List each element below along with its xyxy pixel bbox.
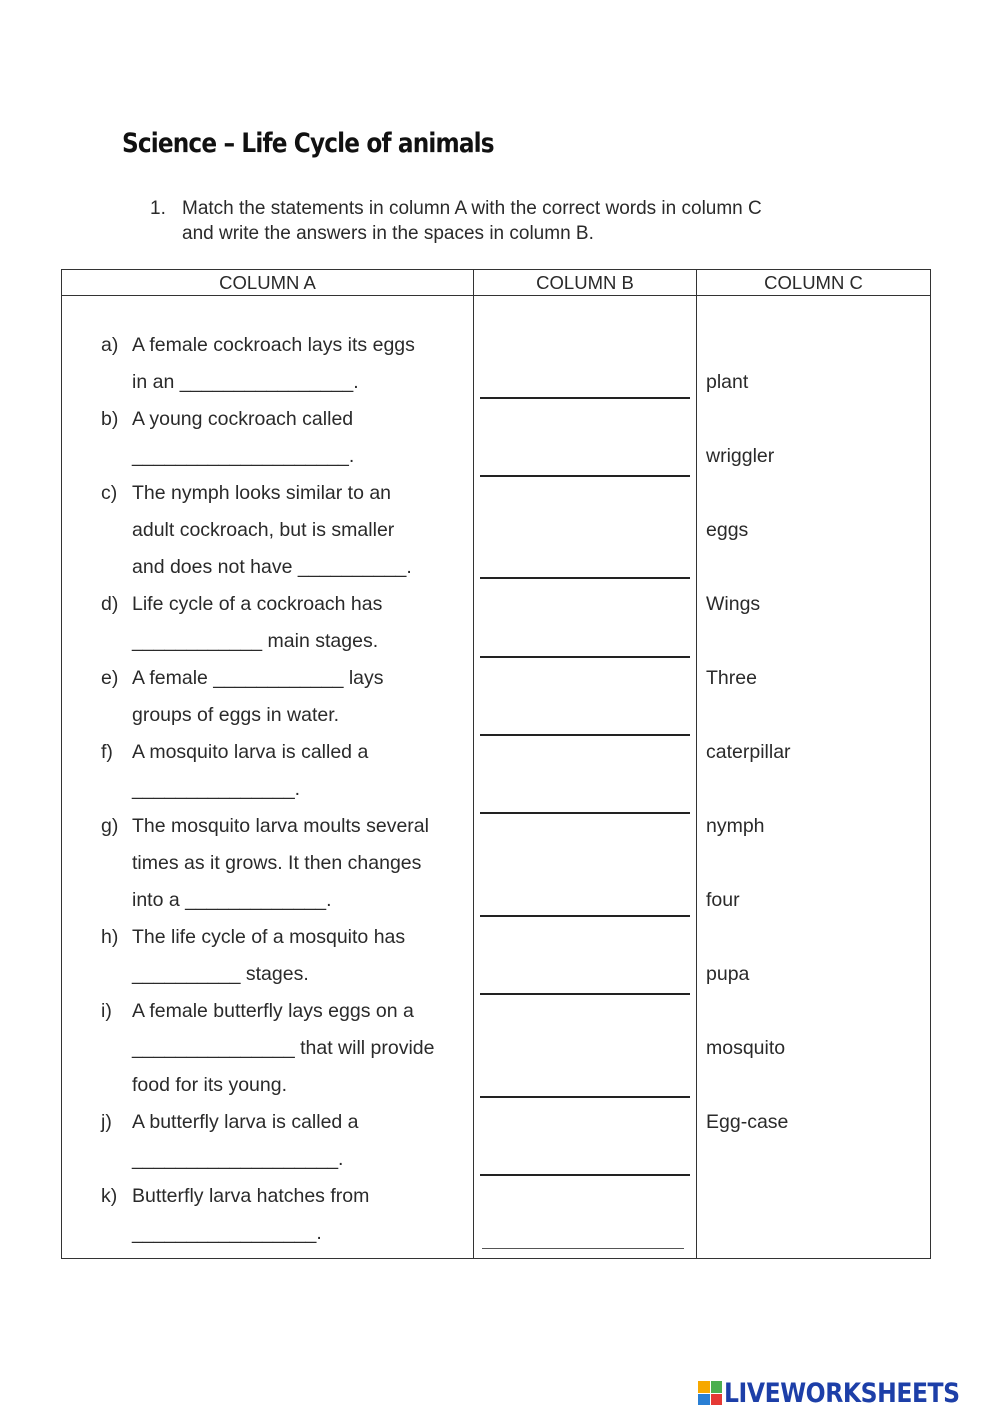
logo-square: [698, 1394, 710, 1406]
question-text: ___________________.: [132, 1148, 344, 1170]
page-title: Science – Life Cycle of animals: [122, 128, 494, 159]
question-text: in an ________________.: [132, 371, 359, 393]
word-option: eggs: [706, 519, 749, 541]
answer-field-k[interactable]: [482, 1226, 684, 1249]
question-text: A young cockroach called: [132, 408, 354, 430]
answer-field-d[interactable]: [480, 634, 690, 658]
word-option: pupa: [706, 963, 750, 985]
word-option: plant: [706, 371, 749, 393]
answer-field-f[interactable]: [480, 790, 690, 814]
question-text: Life cycle of a cockroach has: [132, 593, 383, 615]
answer-field-c[interactable]: [480, 555, 690, 579]
word-option: mosquito: [706, 1037, 786, 1059]
question-text: Butterfly larva hatches from: [132, 1185, 370, 1207]
question-text: and does not have __________.: [132, 556, 412, 578]
question-text: times as it grows. It then changes: [132, 852, 422, 874]
instruction-line: and write the answers in the spaces in column B.: [182, 223, 594, 244]
question-text: __________ stages.: [132, 963, 309, 985]
brand-text: LIVEWORKSHEETS: [724, 1377, 960, 1409]
answer-field-a[interactable]: [480, 375, 690, 399]
question-text: The mosquito larva moults several: [132, 815, 429, 837]
question-text: A butterfly larva is called a: [132, 1111, 359, 1133]
question-text: ____________ main stages.: [132, 630, 379, 652]
question-letter: k): [101, 1185, 118, 1207]
logo-square: [711, 1394, 723, 1406]
question-text: adult cockroach, but is smaller: [132, 519, 395, 541]
word-option: wriggler: [706, 445, 775, 467]
column-divider: [473, 269, 474, 1259]
instruction-number: 1.: [150, 198, 166, 219]
question-text: _______________ that will provide: [132, 1037, 435, 1059]
question-text: A female cockroach lays its eggs: [132, 334, 415, 356]
question-text: A female butterfly lays eggs on a: [132, 1000, 414, 1022]
question-text: The nymph looks similar to an: [132, 482, 392, 504]
question-letter: d): [101, 593, 119, 615]
question-text: _______________.: [132, 778, 301, 800]
question-text: The life cycle of a mosquito has: [132, 926, 406, 948]
column-divider: [696, 269, 697, 1259]
question-text: A female ____________ lays: [132, 667, 384, 689]
logo-icon: [698, 1381, 722, 1405]
word-option: caterpillar: [706, 741, 791, 763]
question-text: into a _____________.: [132, 889, 332, 911]
question-text: groups of eggs in water.: [132, 704, 340, 726]
column-b-header: COLUMN B: [536, 272, 634, 293]
column-a-header: COLUMN A: [219, 272, 316, 293]
header-divider: [61, 295, 931, 296]
answer-field-e[interactable]: [480, 712, 690, 736]
logo-square: [698, 1381, 710, 1393]
question-letter: a): [101, 334, 119, 356]
answer-field-h[interactable]: [480, 971, 690, 995]
answer-field-j[interactable]: [480, 1152, 690, 1176]
question-text: _________________.: [132, 1222, 322, 1244]
instruction-text: [182, 196, 902, 246]
question-text: food for its young.: [132, 1074, 288, 1096]
word-option: Wings: [706, 593, 761, 615]
logo-square: [711, 1381, 723, 1393]
question-text: A mosquito larva is called a: [132, 741, 369, 763]
liveworksheets-logo: [698, 1377, 995, 1409]
question-letter: c): [101, 482, 118, 504]
question-letter: f): [101, 741, 113, 763]
word-option: Three: [706, 667, 757, 689]
question-letter: e): [101, 667, 119, 689]
question-letter: g): [101, 815, 119, 837]
question-text: ____________________.: [132, 445, 355, 467]
word-option: four: [706, 889, 740, 911]
question-letter: b): [101, 408, 119, 430]
answer-field-i[interactable]: [480, 1074, 690, 1098]
question-letter: i): [101, 1000, 112, 1022]
question-letter: h): [101, 926, 119, 948]
word-option: nymph: [706, 815, 765, 837]
answer-field-g[interactable]: [480, 893, 690, 917]
instruction-line: Match the statements in column A with the correct words in column C: [182, 198, 762, 219]
question-letter: j): [101, 1111, 112, 1133]
column-c-header: COLUMN C: [764, 272, 863, 293]
word-option: Egg-case: [706, 1111, 789, 1133]
answer-field-b[interactable]: [480, 453, 690, 477]
